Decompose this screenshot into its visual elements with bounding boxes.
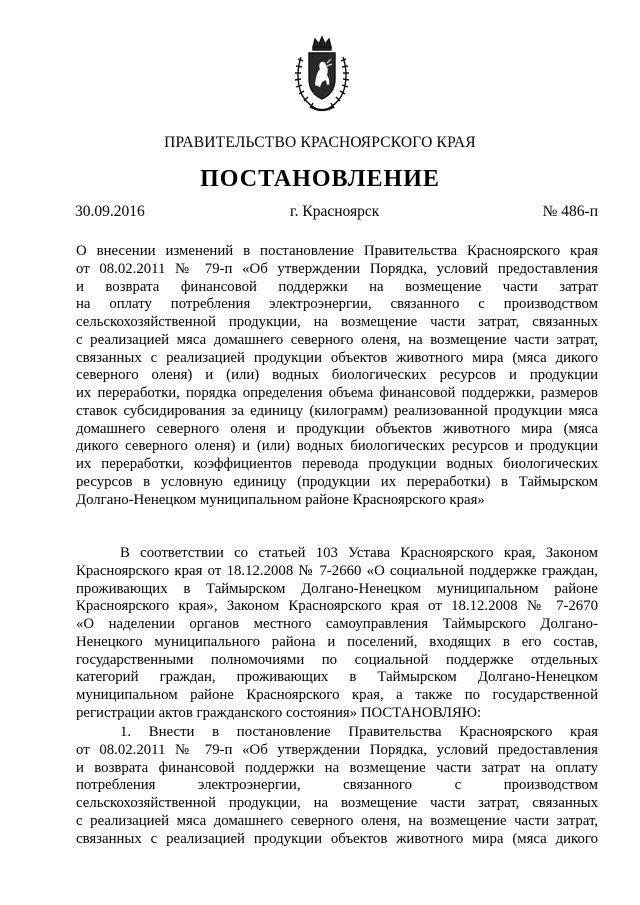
document-date: 30.09.2016: [75, 203, 145, 220]
title-line: от 08.02.2011 № 79-п «Об утверждении Порядка, условий предоставления: [76, 260, 598, 277]
document-title: [76, 243, 598, 509]
body-line: проживающих в Таймырском Долгано-Ненецком муниципальном районе: [76, 580, 598, 597]
body-line: В соответствии со статьей 103 Устава Красноярского края, Законом: [120, 545, 598, 561]
title-line: О внесении изменений в постановление Правительства Красноярского края: [76, 243, 598, 259]
title-line: Долгано-Ненецком муниципальном районе Красноярского края»: [76, 491, 485, 508]
item-line: потребления электроэнергии, связанного с производством: [76, 777, 598, 794]
title-line: ресурсов в условную единицу (продукции их переработки) в Таймырском: [76, 473, 598, 490]
title-line: и возврата финансовой поддержки на возмещение части затрат: [76, 278, 598, 295]
title-line: домашнего северного оленя и продукции объектов животного мира (мяса: [76, 420, 598, 437]
title-line: их переработки, коэффициентов перевода продукции водных биологических: [76, 456, 598, 472]
document-number: № 486-п: [542, 203, 598, 220]
body-line: государственными полномочиями по социальной поддержке отдельных: [76, 651, 598, 668]
title-line: на оплату потребления электроэнергии, связанного с производством: [76, 296, 598, 313]
document-type: ПОСТАНОВЛЕНИЕ: [200, 166, 440, 192]
item-line: с реализацией мяса домашнего северного оленя, на возмещение части затрат,: [76, 812, 598, 829]
item-line: сельскохозяйственной продукции, на возмещение части затрат, связанных: [76, 795, 598, 811]
preamble-paragraph: [76, 545, 598, 723]
item-1-paragraph: [76, 724, 598, 848]
title-line: дикого северного оленя) и (или) водных биологических ресурсов и продукции: [76, 438, 598, 455]
coat-of-arms-icon: [291, 35, 353, 115]
body-line: категорий граждан, проживающих в Таймырском Долгано-Ненецком: [76, 669, 598, 686]
body-line: Красноярского края от 18.12.2008 № 7-2660 «О социальной поддержке граждан,: [76, 562, 598, 579]
title-line: их переработки, порядка определения объема финансовой поддержки, размеров: [76, 385, 598, 401]
item-line: 1. Внести в постановление Правительства Красноярского края: [120, 724, 598, 740]
title-line: сельскохозяйственной продукции, на возмещение части затрат, связанных: [76, 314, 598, 330]
body-line: регистрации актов гражданского состояния» ПОСТАНОВЛЯЮ:: [76, 704, 482, 721]
item-line: и возврата финансовой поддержки на возмещение части затрат на оплату: [76, 759, 598, 776]
body-line: Красноярского края», Законом Красноярского края от 18.12.2008 № 7-2670: [76, 598, 598, 615]
document-city: г. Красноярск: [290, 203, 380, 220]
title-line: с реализацией мяса домашнего северного оленя, на возмещение части затрат,: [76, 331, 598, 348]
title-line: ставок субсидирования за единицу (килограмм) реализованной продукции мяса: [76, 402, 598, 419]
item-line: от 08.02.2011 № 79-п «Об утверждении Порядка, условий предоставления: [76, 741, 598, 758]
body-line: муниципальном районе Красноярского края, а также по государственной: [76, 687, 598, 703]
title-line: северного оленя) и (или) водных биологических ресурсов и продукции: [76, 367, 598, 384]
body-line: «О наделении органов местного самоуправления Таймырского Долгано-: [76, 616, 598, 632]
title-line: связанных с реализацией продукции объектов животного мира (мяса дикого: [76, 349, 598, 366]
item-line: связанных с реализацией продукции объектов животного мира (мяса дикого: [76, 830, 598, 847]
organization-name: ПРАВИТЕЛЬСТВО КРАСНОЯРСКОГО КРАЯ: [164, 134, 476, 151]
body-line: Ненецкого муниципального района и поселений, входящих в его состав,: [76, 633, 598, 650]
